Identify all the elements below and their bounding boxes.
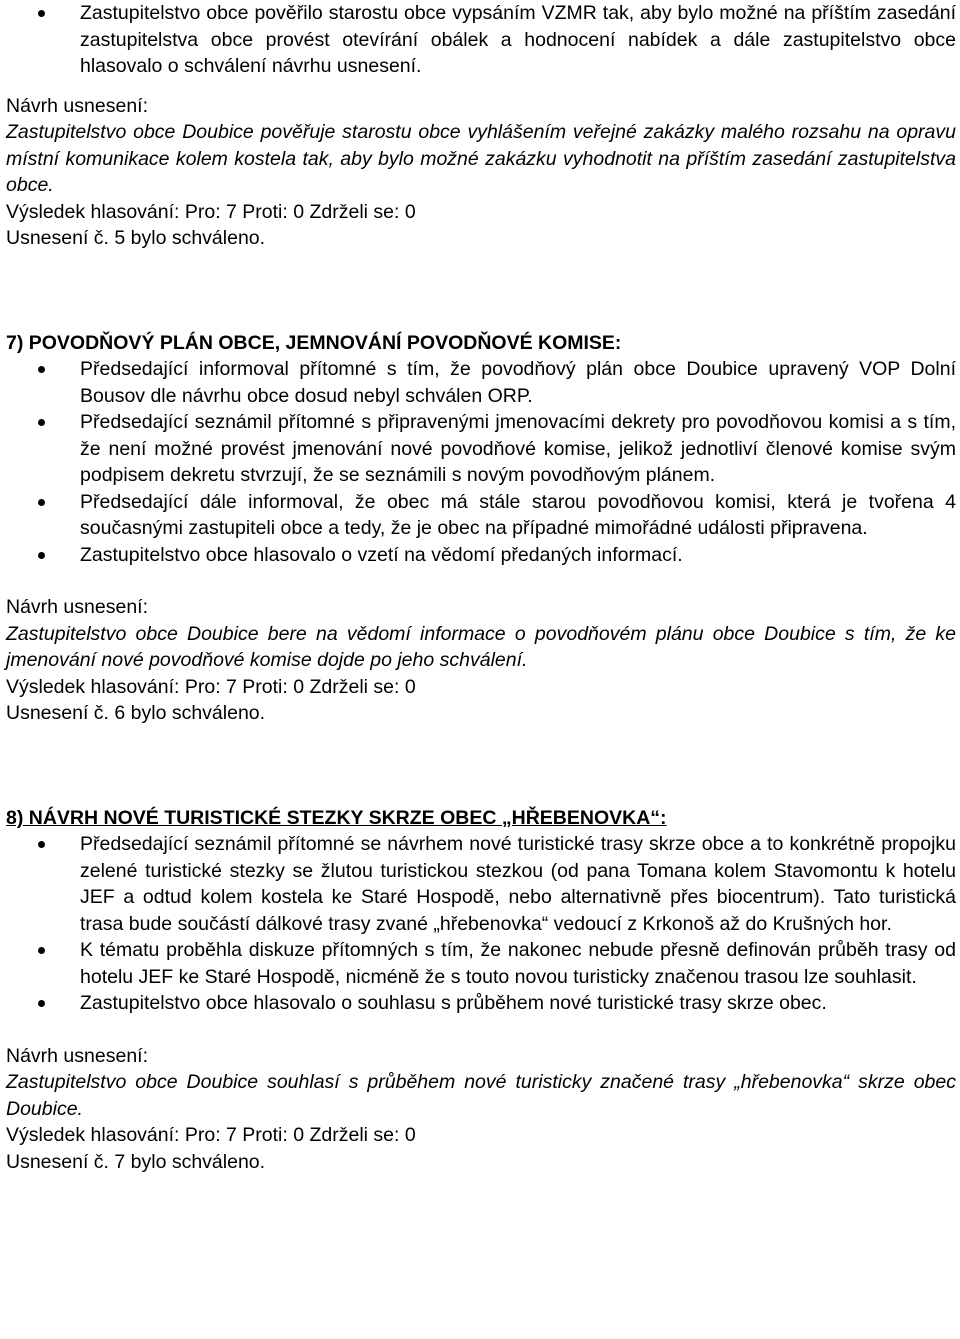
list-item: Zastupitelstvo obce hlasovalo o souhlasu s průběhem nové turistické trasy skrze obec. (6, 990, 956, 1017)
proposal-text: Zastupitelstvo obce Doubice bere na vědomí informace o povodňovém plánu obce Doubice s tím, že ke jmenování nové povodňové komise dojde po jeho schválení. (6, 622, 956, 671)
list-item: Předsedající seznámil přítomné se návrhem nové turistické trasy skrze obce a to konkrétně propojku zelené turistické stezky se žlutou turistickou stezkou (od pana Tomana kolem Stavomontu k hotelu JEF a odtud kolem kostela ke Staré Hospodě, nebo alternativně přes biocentrum). Tato turistická trasa bude součástí dálkové trasy zvané „hřebenovka“ vedoucí z Krkonoš až do Krušných hor. (6, 831, 956, 937)
bullet-icon (38, 1000, 45, 1007)
bullet-icon (38, 419, 45, 426)
list-item: Předsedající seznámil přítomné s připravenými jmenovacími dekrety pro povodňovou komisi a s tím, že není možné provést jmenování nové povodňové komise, jelikož jednotliví členové komise svým podpisem dekretu stvrzují, že se seznámili s novým povodňovým plánem. (6, 409, 956, 489)
bullet-list (6, 356, 956, 568)
resolution: Usnesení č. 5 bylo schváleno. (6, 227, 266, 249)
section-7 (6, 330, 956, 727)
resolution: Usnesení č. 7 bylo schváleno. (6, 1150, 266, 1173)
section-heading: 8) NÁVRH NOVÉ TURISTICKÉ STEZKY SKRZE OBEC „HŘEBENOVKA“: (6, 806, 667, 829)
section-6 (6, 0, 956, 252)
bullet-list (6, 831, 956, 1017)
bullet-icon (38, 499, 45, 506)
list-item: Zastupitelstvo obce pověřilo starostu obce vypsáním VZMR tak, aby bylo možné na příštím zasedání zastupitelstva obce provést otevírání obálek a hodnocení nabídek a dále zastupitelstvo obce hlasovalo o schválení návrhu usnesení. (6, 0, 956, 80)
bullet-icon (38, 10, 45, 17)
proposal-label: Návrh usnesení: (6, 1044, 148, 1067)
list-item: Předsedající dále informoval, že obec má stále starou povodňovou komisi, která je tvořena 4 současnými zastupiteli obce a tedy, že je obec na případné mimořádné události připravena. (6, 489, 956, 542)
proposal-label: Návrh usnesení: (6, 94, 148, 117)
bullet-icon (38, 366, 45, 373)
document-body (6, 0, 956, 1175)
resolution: Usnesení č. 6 bylo schváleno. (6, 702, 266, 724)
section-heading: 7) POVODŇOVÝ PLÁN OBCE, JEMNOVÁNÍ POVODŇOVÉ KOMISE: (6, 331, 622, 354)
vote-result: Výsledek hlasování: Pro: 7 Proti: 0 Zdrželi se: 0 (6, 200, 416, 223)
bullet-icon (38, 841, 45, 848)
bullet-icon (38, 947, 45, 954)
vote-result: Výsledek hlasování: Pro: 7 Proti: 0 Zdrželi se: 0 (6, 1124, 416, 1146)
list-item: Zastupitelstvo obce hlasovalo o vzetí na vědomí předaných informací. (6, 542, 956, 569)
proposal-text: Zastupitelstvo obce Doubice souhlasí s průběhem nové turisticky značené trasy „hřebenovka“ skrze obec Doubice. (6, 1071, 956, 1120)
section-8 (6, 805, 956, 1176)
proposal-text: Zastupitelstvo obce Doubice pověřuje starostu obce vyhlášením veřejné zakázky malého rozsahu na opravu místní komunikace kolem kostela tak, aby bylo možné zakázku vyhodnotit na příštím zasedání zastupitelstva obce. (6, 121, 956, 196)
bullet-list (6, 0, 956, 80)
proposal-label: Návrh usnesení: (6, 596, 148, 618)
bullet-icon (38, 552, 45, 559)
list-item: Předsedající informoval přítomné s tím, že povodňový plán obce Doubice upravený VOP Dolní Bousov dle návrhu obce dosud nebyl schválen ORP. (6, 356, 956, 409)
vote-result: Výsledek hlasování: Pro: 7 Proti: 0 Zdrželi se: 0 (6, 675, 416, 698)
list-item: K tématu proběhla diskuze přítomných s tím, že nakonec nebude přesně definován průběh trasy od hotelu JEF ke Staré Hospodě, nicméně že s touto novou turisticky značenou trasou lze souhlasit. (6, 937, 956, 990)
